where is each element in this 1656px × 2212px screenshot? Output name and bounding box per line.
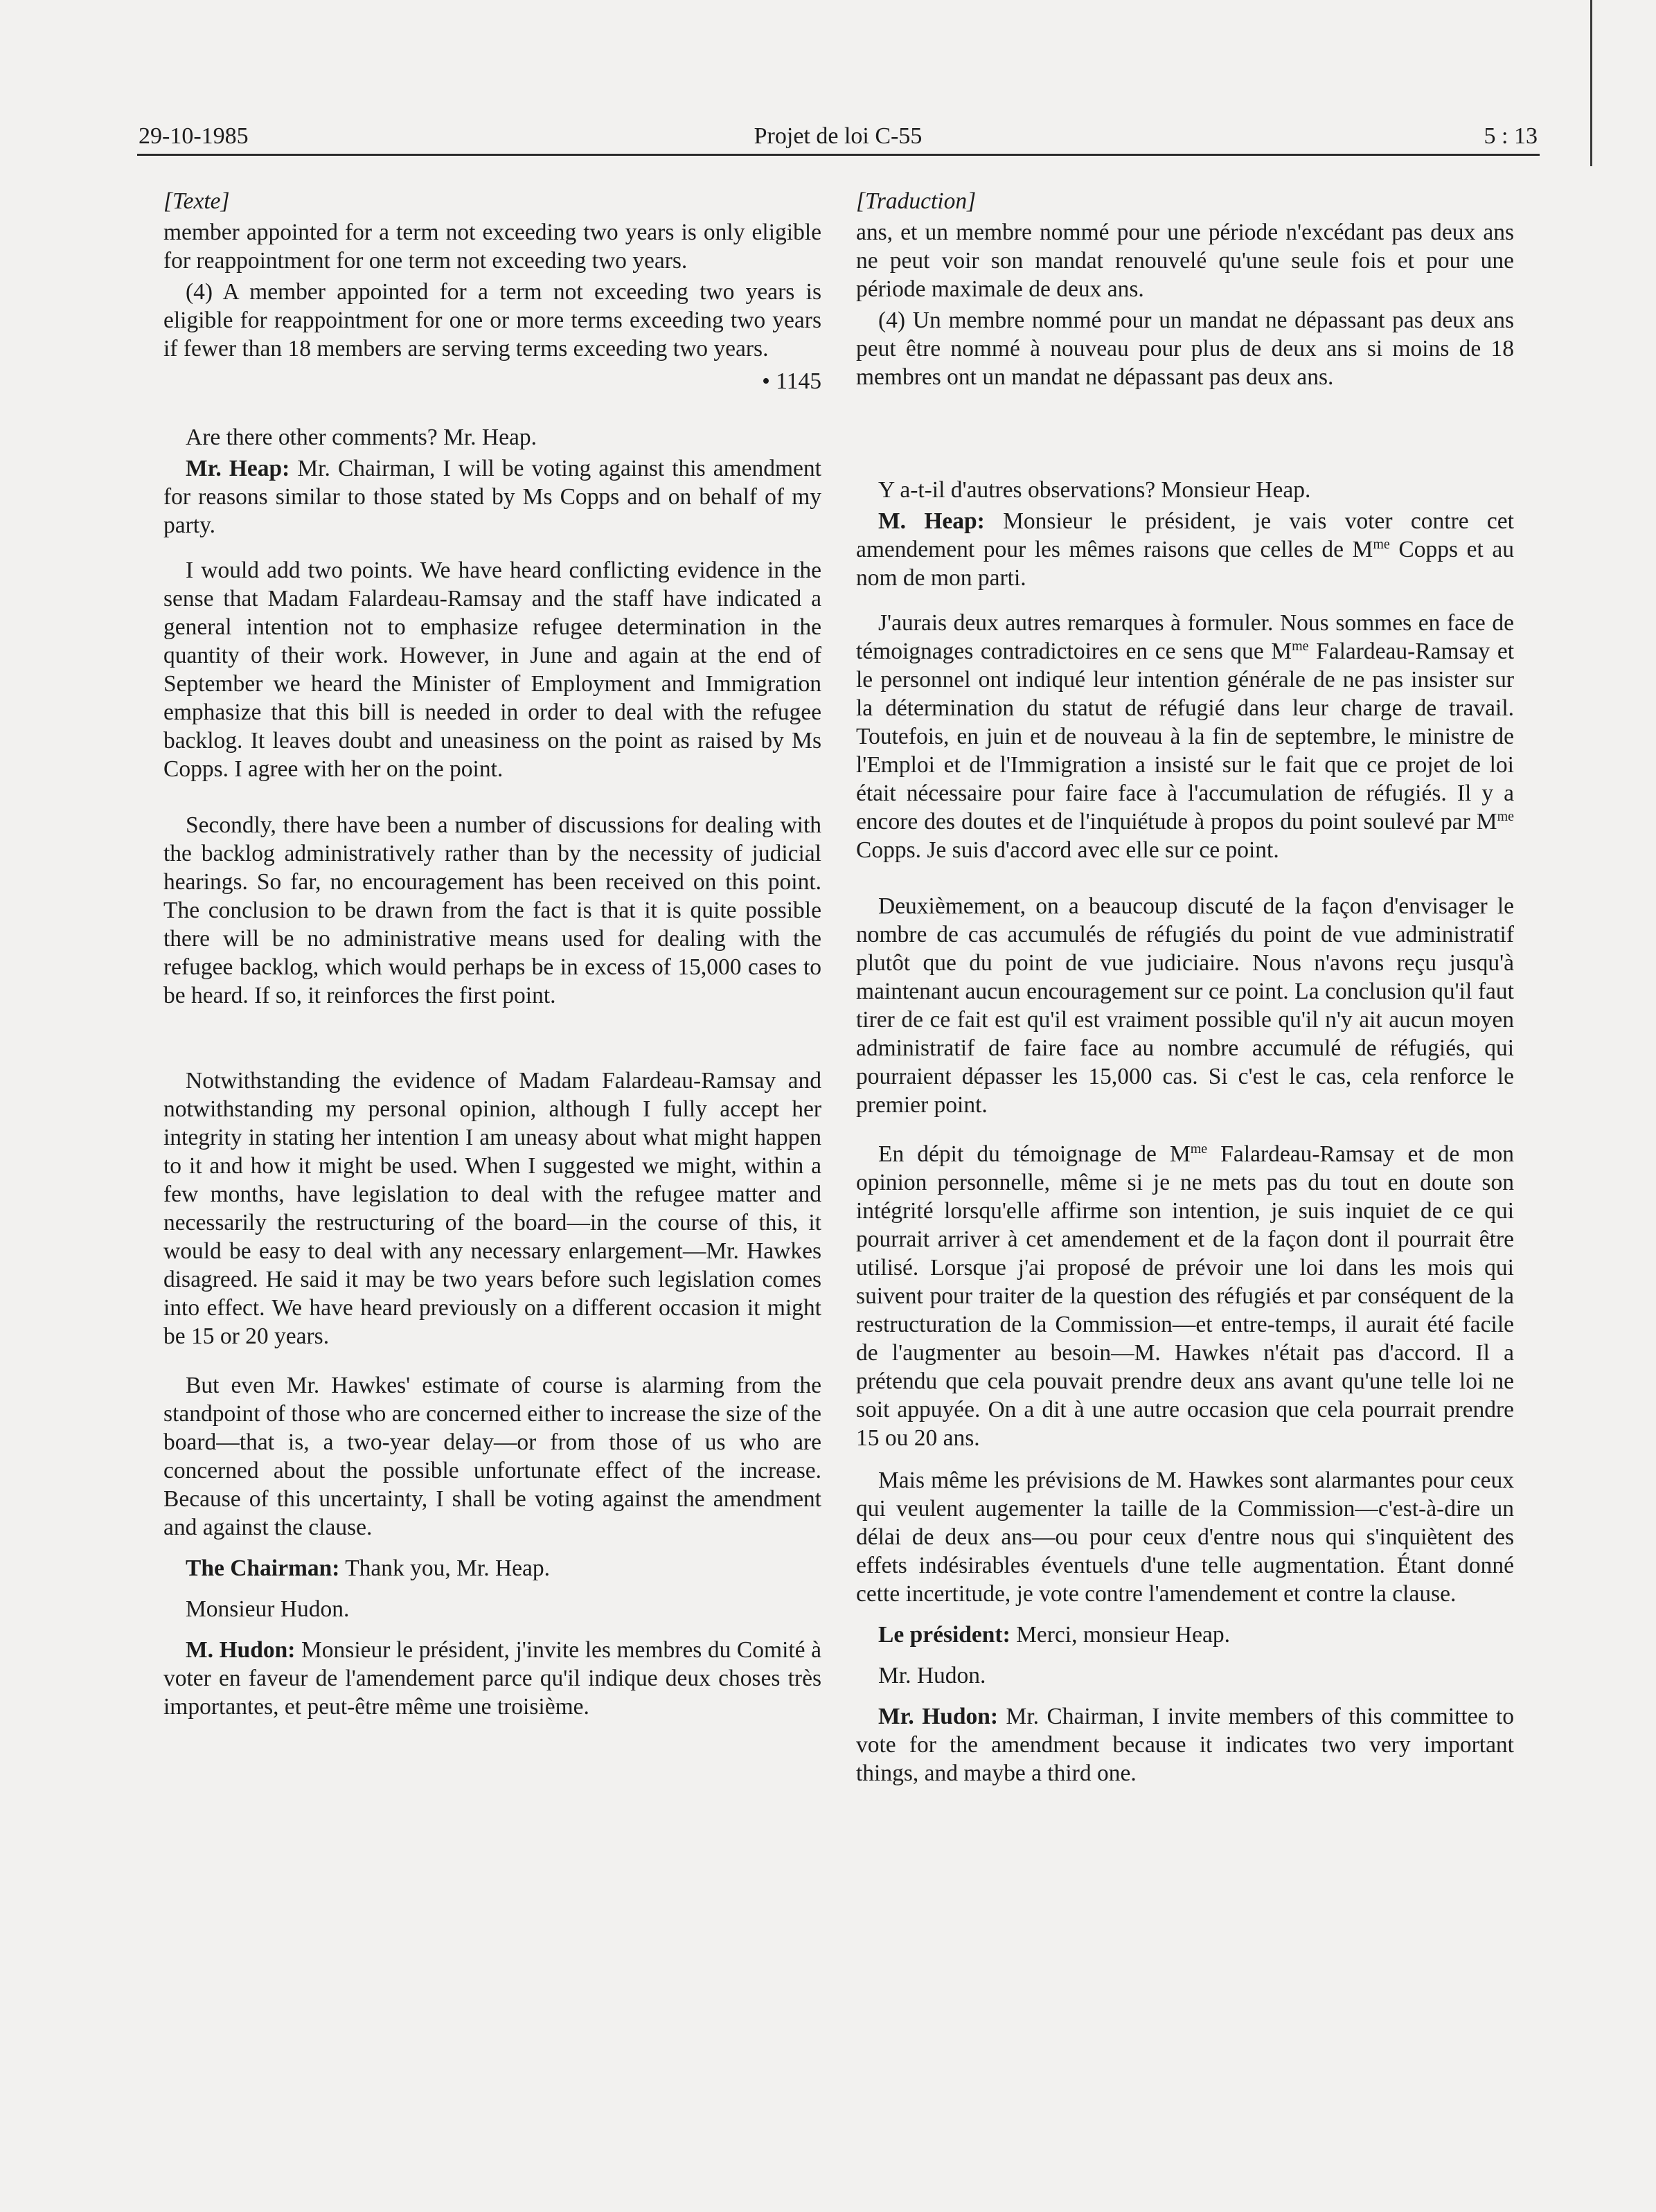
paragraph: Y a-t-il d'autres observations? Monsieur Heap. <box>878 477 1311 503</box>
paragraph <box>856 1621 1514 1649</box>
speech-text: Monsieur le président, je vais voter contre cet amendement pour les mêmes raisons que celles de M <box>856 508 1514 562</box>
superscript: me <box>1190 1141 1208 1157</box>
paragraph: Deuxièmement, on a beaucoup discuté de la façon d'envisager le nombre de cas accumulés de réfugiés du point de vue administratif plutôt que du point de vue judiciaire. Nous n'avons reçu jusqu'à maintenant aucun encouragement sur ce point. La conclusion qu'il faut tirer de ce fait est qu'il est vraiment possible qu'il n'y ait aucun moyen administratif de faire face au nombre accumulé de réfugiés, qui pourraient dépasser les 15,000 cas. Si c'est le cas, cela renforce le premier point. <box>856 893 1514 1118</box>
paragraph-text: Falardeau-Ramsay et le personnel ont indiqué leur intention générale de ne pas insister sur la détermination du statut de réfugié dans leur charge de travail. Toutefois, en juin et de nouveau à la fin de septembre, le ministre de l'Emploi et de l'Immigration a insisté sur le fait que ce projet de loi était nécessaire pour faire face à l'accumulation de réfugiés. Il y a encore des doutes et de l'inquiétude à propos du point soulevé par M <box>856 639 1515 835</box>
speech-text: Monsieur le président, j'invite les membres du Comité à voter en faveur de l'amendement parce qu'il indique deux choses très importantes, et peut-être même une troisième. <box>163 1637 821 1720</box>
paragraph: (4) Un membre nommé pour un mandat ne dépassant pas deux ans peut être nommé à nouveau pour plus de deux ans si moins de 18 membres ont un mandat ne dépassant pas deux ans. <box>856 307 1514 390</box>
paragraph-text: En dépit du témoignage de M <box>878 1141 1191 1167</box>
paragraph: Are there other comments? Mr. Heap. <box>186 425 537 450</box>
column-tag: [Traduction] <box>856 188 977 214</box>
paragraph: ans, et un membre nommé pour une période n'excédant pas deux ans ne peut voir son mandat renouvelé qu'une seule fois et pour une période maximale de deux ans. <box>856 220 1514 302</box>
header-date: 29-10-1985 <box>139 123 249 149</box>
paragraph: Mr. Hudon. <box>878 1663 986 1688</box>
paragraph <box>856 1702 1514 1787</box>
speech-text: Mr. Chairman, I invite members of this committee to vote for the amendment because it indicates two very important things, and maybe a third one. <box>856 1704 1514 1786</box>
header-rule <box>137 154 1540 156</box>
paragraph: (4) A member appointed for a term not exceeding two years is eligible for reappointment for one or more terms exceeding two years if fewer than 18 members are serving terms exceeding two years. <box>163 279 821 362</box>
paragraph: But even Mr. Hawkes' estimate of course is alarming from the standpoint of those who are concerned either to increase the size of the board—that is, a two-year delay—or from those of us who are concerned about the possible unfortunate effect of the increase. Because of this uncertainty, I shall be voting against the amendment and against the clause. <box>163 1373 821 1540</box>
speaker-name: Mr. Heap: <box>186 456 290 481</box>
paragraph: I would add two points. We have heard conflicting evidence in the sense that Madam Falardeau-Ramsay and the staff have indicated a general intention not to emphasize refugee determination in the quantity of their work. However, in June and again at the end of September we heard the Minister of Employment and Immigration emphasize that this bill is needed in order to deal with the refugee backlog. It leaves doubt and uneasiness on the point as raised by Ms Copps. I agree with her on the point. <box>163 558 821 782</box>
paragraph <box>163 1636 821 1721</box>
header-title: Projet de loi C-55 <box>754 123 923 149</box>
speech-text: Merci, monsieur Heap. <box>1010 1622 1230 1648</box>
speaker-name: Le président: <box>878 1622 1010 1648</box>
speaker-name: M. Heap: <box>878 508 985 534</box>
header-page-number: 5 : 13 <box>1484 123 1538 149</box>
superscript: me <box>1373 536 1390 552</box>
speech-text: Thank you, Mr. Heap. <box>339 1555 551 1581</box>
paragraph-text: J'aurais deux autres remarques à formuler. Nous sommes en face de témoignages contradictoires en ce sens que M <box>856 610 1514 664</box>
paragraph <box>856 1140 1514 1452</box>
superscript: me <box>1497 808 1514 824</box>
page-header <box>139 118 1538 159</box>
page-edge-line <box>1590 0 1592 166</box>
paragraph: Mais même les prévisions de M. Hawkes sont alarmantes pour ceux qui veulent augementer la taille de la Commission—c'est-à-dire un délai de deux ans—ou pour ceux d'entre nous qui s'inquiètent des effets indésirables éventuels d'une telle augmentation. Étant donné cette incertitude, je vote contre l'amendement et contre la clause. <box>856 1468 1514 1607</box>
paragraph <box>163 1554 821 1582</box>
time-marker: • 1145 <box>762 368 821 394</box>
paragraph <box>856 507 1514 592</box>
speech-text: Copps et au nom de mon parti. <box>856 537 1514 591</box>
paragraph-text: Copps. Je suis d'accord avec elle sur ce point. <box>856 837 1279 863</box>
paragraph: Monsieur Hudon. <box>186 1596 350 1622</box>
column-tag: [Texte] <box>163 188 230 214</box>
speaker-name: M. Hudon: <box>186 1637 296 1663</box>
speech-text: Mr. Chairman, I will be voting against this amendment for reasons similar to those stated by Ms Copps and on behalf of my party. <box>163 456 821 538</box>
french-column <box>856 187 1514 1804</box>
speaker-name: The Chairman: <box>186 1555 340 1581</box>
paragraph-text: Falardeau-Ramsay et de mon opinion personnelle, même si je ne mets pas du tout en doute son intégrité lorsqu'elle affirme son intention, je suis inquiet de ce qui pourrait arriver à cet amendement et de la façon dont il pourrait être utilisé. Lorsque j'ai proposé de prévoir une loi dans les mois qui suivent pour traiter de la question des réfugiés et par conséquent de la restructuration de la Commission—et entre-temps, il aurait été facile de l'augmenter au besoin—M. Hawkes n'était pas d'accord. Il a prétendu que cela pouvait prendre deux ans avant qu'une telle loi ne soit appuyée. On a dit à une autre occasion que cela pourrait prendre 15 ou 20 ans. <box>856 1141 1514 1451</box>
superscript: me <box>1292 638 1309 654</box>
speaker-name: Mr. Hudon: <box>878 1704 999 1729</box>
paragraph: member appointed for a term not exceeding two years is only eligible for reappointment for one term not exceeding two years. <box>163 220 821 274</box>
paragraph <box>163 454 821 539</box>
paragraph: Notwithstanding the evidence of Madam Falardeau-Ramsay and notwithstanding my personal opinion, although I fully accept her integrity in stating her intention I am uneasy about what might happen to it and how it might be used. When I suggested we might, within a few months, have legislation to deal with the refugee matter and necessarily the restructuring of the board—in the course of this, it would be easy to deal with any necessary enlargement—Mr. Hawkes disagreed. He said it may be two years before such legislation comes into effect. We have heard previously on a different occasion it might be 15 or 20 years. <box>163 1068 821 1349</box>
paragraph: Secondly, there have been a number of discussions for dealing with the backlog administratively rather than by the necessity of judicial hearings. So far, no encouragement has been received on this point. The conclusion to be drawn from the fact is that it is quite possible there will be no administrative means used for dealing with the refugee backlog, which would perhaps be in excess of 15,000 cases to be heard. If so, it reinforces the first point. <box>163 812 821 1008</box>
english-column <box>163 187 821 1738</box>
paragraph <box>856 609 1514 864</box>
